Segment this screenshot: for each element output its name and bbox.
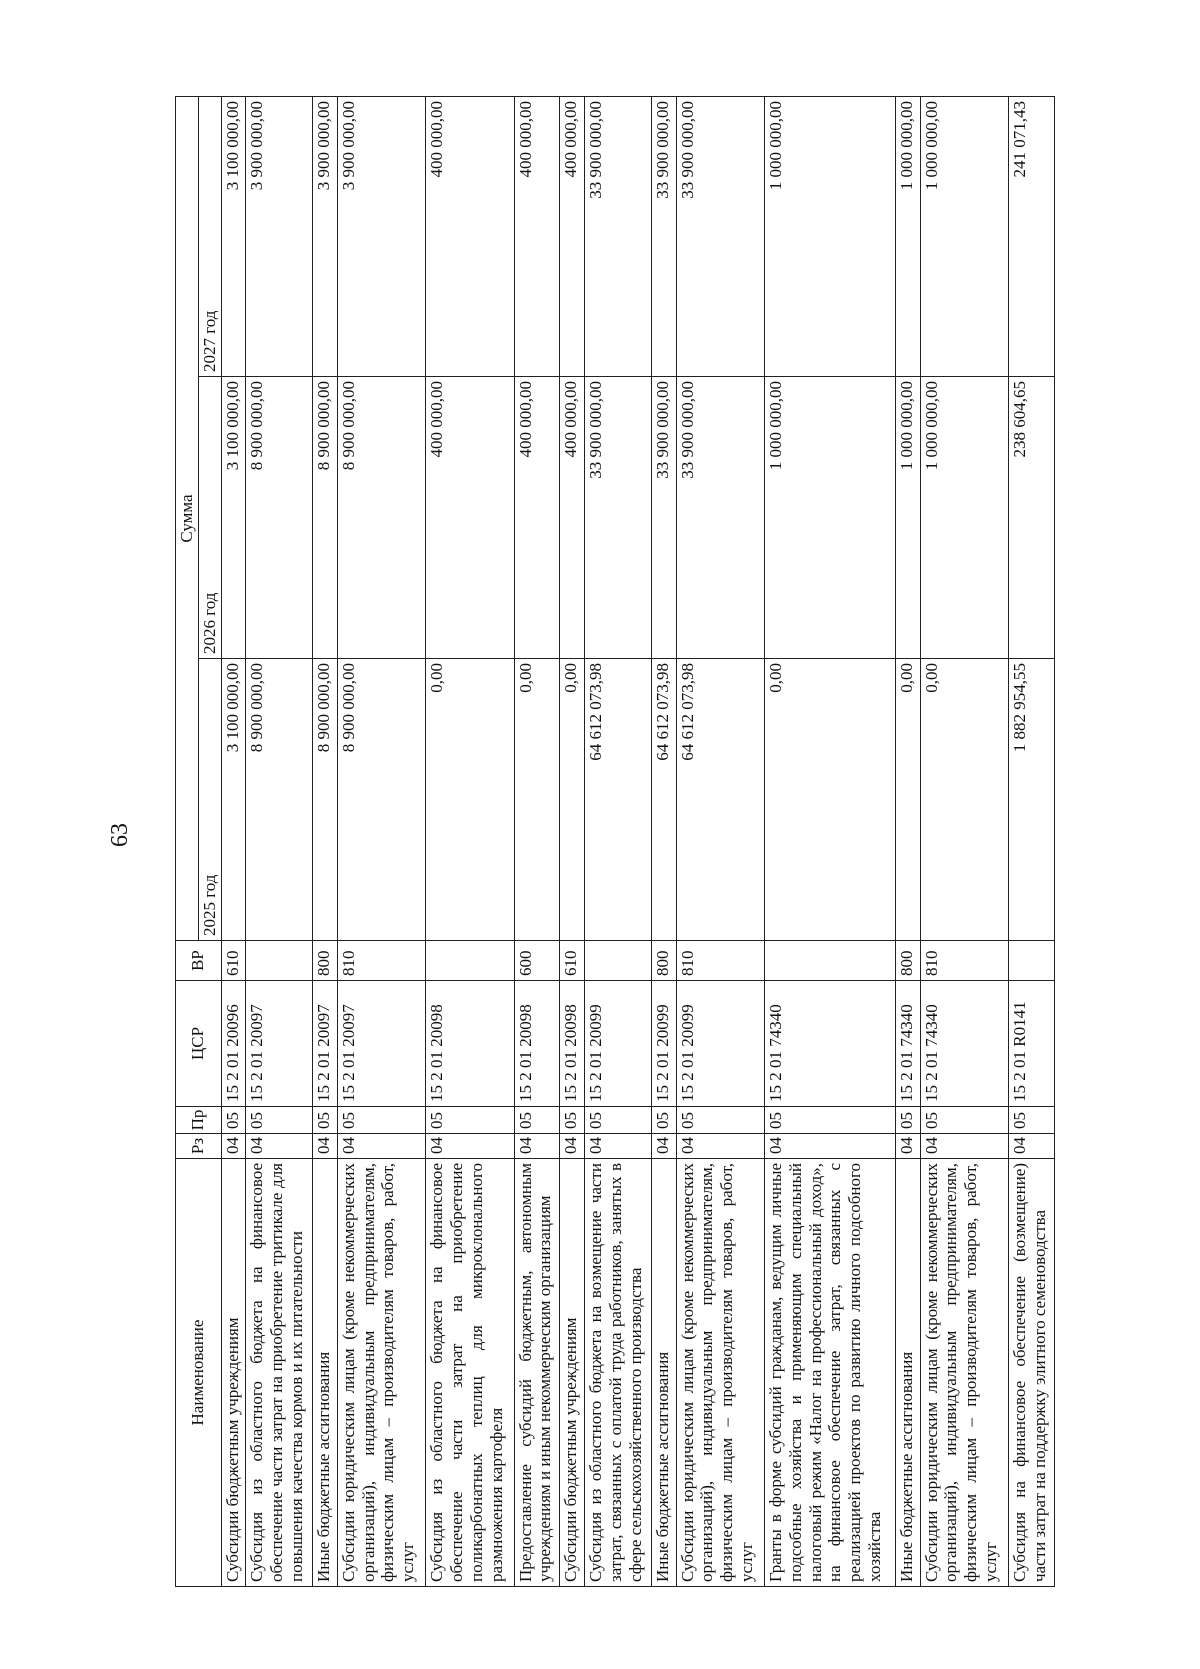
cell-pr: 05 (221, 1107, 246, 1134)
cell-name: Субсидия из областного бюджета на финансовое обеспечение части затрат на приобретение тритикале для повышения качества кормов и их питательности (246, 1159, 313, 1587)
header-2026: 2026 год (198, 377, 221, 659)
cell-csr: 15 2 01 20096 (221, 981, 246, 1107)
cell-pr: 05 (560, 1107, 585, 1134)
cell-csr: 15 2 01 20097 (246, 981, 313, 1107)
cell-2027: 1 000 000,00 (920, 97, 1008, 377)
cell-csr: 15 2 01 20098 (560, 981, 585, 1107)
cell-name: Субсидии бюджетным учреждениям (560, 1159, 585, 1587)
cell-name: Иные бюджетные ассигнования (313, 1159, 338, 1587)
cell-vr: 800 (652, 941, 677, 981)
cell-rz: 04 (584, 1134, 651, 1159)
header-name: Наименование (176, 1159, 222, 1587)
cell-name: Субсидия из областного бюджета на возмещение части затрат, связанных с оплатой труда работников, занятых в сфере сельскохозяйственного производства (584, 1159, 651, 1587)
cell-csr: 15 2 01 20097 (337, 981, 425, 1107)
cell-2026: 8 900 000,00 (337, 377, 425, 659)
header-pr: Пр (176, 1107, 222, 1134)
cell-2025: 3 100 000,00 (221, 659, 246, 941)
cell-pr: 05 (1009, 1107, 1055, 1134)
cell-pr: 05 (765, 1107, 896, 1134)
cell-vr: 810 (337, 941, 425, 981)
cell-vr (584, 941, 651, 981)
header-sum: Сумма (176, 97, 199, 941)
cell-2025: 64 612 073,98 (584, 659, 651, 941)
cell-2027: 1 000 000,00 (765, 97, 896, 377)
cell-vr (246, 941, 313, 981)
cell-name: Субсидии юридическим лицам (кроме некоммерческих организаций), индивидуальным предпринимателям, физическим лицам – производителям товаров, работ, услуг (920, 1159, 1008, 1587)
cell-2027: 400 000,00 (426, 97, 514, 377)
cell-2025: 0,00 (560, 659, 585, 941)
cell-2025: 0,00 (765, 659, 896, 941)
cell-name: Гранты в форме субсидий гражданам, ведущим личные подсобные хозяйства и применяющим специальный налоговый режим «Налог на профессиональный доход», на финансовое обеспечение затрат, связанных с реализацией проектов по развитию личного подсобного хозяйства (765, 1159, 896, 1587)
cell-pr: 05 (337, 1107, 425, 1134)
rotated-table-container (175, 97, 1055, 1587)
cell-2027: 3 900 000,00 (246, 97, 313, 377)
cell-2027: 400 000,00 (514, 97, 560, 377)
cell-2025: 8 900 000,00 (337, 659, 425, 941)
cell-name: Субсидии бюджетным учреждениям (221, 1159, 246, 1587)
cell-csr: 15 2 01 20098 (514, 981, 560, 1107)
table-body (221, 97, 1054, 1587)
cell-pr: 05 (920, 1107, 1008, 1134)
cell-2026: 33 900 000,00 (652, 377, 677, 659)
cell-pr: 05 (584, 1107, 651, 1134)
page-number: 63 (107, 823, 133, 847)
cell-vr (1009, 941, 1055, 981)
cell-name: Субсидии юридическим лицам (кроме некоммерческих организаций), индивидуальным предпринимателям, физическим лицам – производителям товаров, работ, услуг (337, 1159, 425, 1587)
table-row (765, 97, 896, 1587)
cell-pr: 05 (896, 1107, 921, 1134)
cell-2027: 33 900 000,00 (676, 97, 764, 377)
cell-rz: 04 (313, 1134, 338, 1159)
cell-rz: 04 (676, 1134, 764, 1159)
cell-pr: 05 (426, 1107, 514, 1134)
cell-2026: 1 000 000,00 (896, 377, 921, 659)
cell-2025: 64 612 073,98 (652, 659, 677, 941)
header-2027: 2027 год (198, 97, 221, 377)
table-row (584, 97, 651, 1587)
header-rz: Рз (176, 1134, 222, 1159)
cell-csr: 15 2 01 20099 (652, 981, 677, 1107)
cell-2025: 8 900 000,00 (313, 659, 338, 941)
table-row (426, 97, 514, 1587)
cell-pr: 05 (246, 1107, 313, 1134)
cell-name: Иные бюджетные ассигнования (652, 1159, 677, 1587)
cell-rz: 04 (337, 1134, 425, 1159)
budget-table (175, 96, 1055, 1587)
cell-rz: 04 (896, 1134, 921, 1159)
cell-pr: 05 (652, 1107, 677, 1134)
cell-2027: 241 071,43 (1009, 97, 1055, 377)
cell-rz: 04 (652, 1134, 677, 1159)
cell-pr: 05 (676, 1107, 764, 1134)
cell-2027: 400 000,00 (560, 97, 585, 377)
cell-2027: 3 900 000,00 (337, 97, 425, 377)
table-row (337, 97, 425, 1587)
cell-rz: 04 (514, 1134, 560, 1159)
header-csr: ЦСР (176, 981, 222, 1107)
cell-2026: 400 000,00 (426, 377, 514, 659)
cell-2026: 400 000,00 (560, 377, 585, 659)
cell-rz: 04 (426, 1134, 514, 1159)
cell-2027: 3 900 000,00 (313, 97, 338, 377)
cell-vr (765, 941, 896, 981)
cell-vr: 810 (920, 941, 1008, 981)
header-vr: ВР (176, 941, 222, 981)
cell-pr: 05 (514, 1107, 560, 1134)
cell-csr: 15 2 01 20099 (584, 981, 651, 1107)
cell-rz: 04 (246, 1134, 313, 1159)
cell-csr: 15 2 01 R0141 (1009, 981, 1055, 1107)
cell-2026: 1 000 000,00 (920, 377, 1008, 659)
table-row (514, 97, 560, 1587)
table-row (652, 97, 677, 1587)
cell-2027: 33 900 000,00 (652, 97, 677, 377)
cell-vr: 610 (221, 941, 246, 981)
table-row (1009, 97, 1055, 1587)
cell-2025: 0,00 (514, 659, 560, 941)
cell-2027: 1 000 000,00 (896, 97, 921, 377)
cell-vr: 800 (896, 941, 921, 981)
cell-2026: 33 900 000,00 (676, 377, 764, 659)
cell-2027: 33 900 000,00 (584, 97, 651, 377)
cell-2027: 3 100 000,00 (221, 97, 246, 377)
cell-rz: 04 (560, 1134, 585, 1159)
table-row (246, 97, 313, 1587)
cell-vr (426, 941, 514, 981)
cell-name: Субсидии юридическим лицам (кроме некоммерческих организаций), индивидуальным предпринимателям, физическим лицам – производителям товаров, работ, услуг (676, 1159, 764, 1587)
cell-2025: 1 882 954,55 (1009, 659, 1055, 941)
cell-2026: 33 900 000,00 (584, 377, 651, 659)
cell-csr: 15 2 01 74340 (896, 981, 921, 1107)
cell-csr: 15 2 01 20099 (676, 981, 764, 1107)
table-row (221, 97, 246, 1587)
cell-vr: 610 (560, 941, 585, 981)
cell-rz: 04 (221, 1134, 246, 1159)
cell-2025: 0,00 (426, 659, 514, 941)
cell-pr: 05 (313, 1107, 338, 1134)
cell-2026: 8 900 000,00 (246, 377, 313, 659)
cell-2026: 3 100 000,00 (221, 377, 246, 659)
cell-2026: 400 000,00 (514, 377, 560, 659)
cell-name: Субсидия на финансовое обеспечение (возмещение) части затрат на поддержку элитного семеноводства (1009, 1159, 1055, 1587)
cell-rz: 04 (920, 1134, 1008, 1159)
cell-csr: 15 2 01 74340 (920, 981, 1008, 1107)
cell-2025: 0,00 (896, 659, 921, 941)
table-row (676, 97, 764, 1587)
cell-name: Предоставление субсидий бюджетным, автономным учреждениям и иным некоммерческим организациям (514, 1159, 560, 1587)
cell-csr: 15 2 01 20097 (313, 981, 338, 1107)
cell-2025: 8 900 000,00 (246, 659, 313, 941)
table-row (560, 97, 585, 1587)
cell-vr: 600 (514, 941, 560, 981)
cell-2026: 238 604,65 (1009, 377, 1055, 659)
cell-csr: 15 2 01 74340 (765, 981, 896, 1107)
cell-rz: 04 (1009, 1134, 1055, 1159)
cell-rz: 04 (765, 1134, 896, 1159)
cell-2025: 0,00 (920, 659, 1008, 941)
cell-name: Субсидия из областного бюджета на финансовое обеспечение части затрат на приобретение поликарбонатных теплиц для микроклонального размножения картофеля (426, 1159, 514, 1587)
cell-2026: 1 000 000,00 (765, 377, 896, 659)
table-row (920, 97, 1008, 1587)
cell-vr: 810 (676, 941, 764, 981)
table-row (896, 97, 921, 1587)
cell-name: Иные бюджетные ассигнования (896, 1159, 921, 1587)
cell-2026: 8 900 000,00 (313, 377, 338, 659)
cell-csr: 15 2 01 20098 (426, 981, 514, 1107)
cell-2025: 64 612 073,98 (676, 659, 764, 941)
table-row (313, 97, 338, 1587)
cell-vr: 800 (313, 941, 338, 981)
header-2025: 2025 год (198, 659, 221, 941)
